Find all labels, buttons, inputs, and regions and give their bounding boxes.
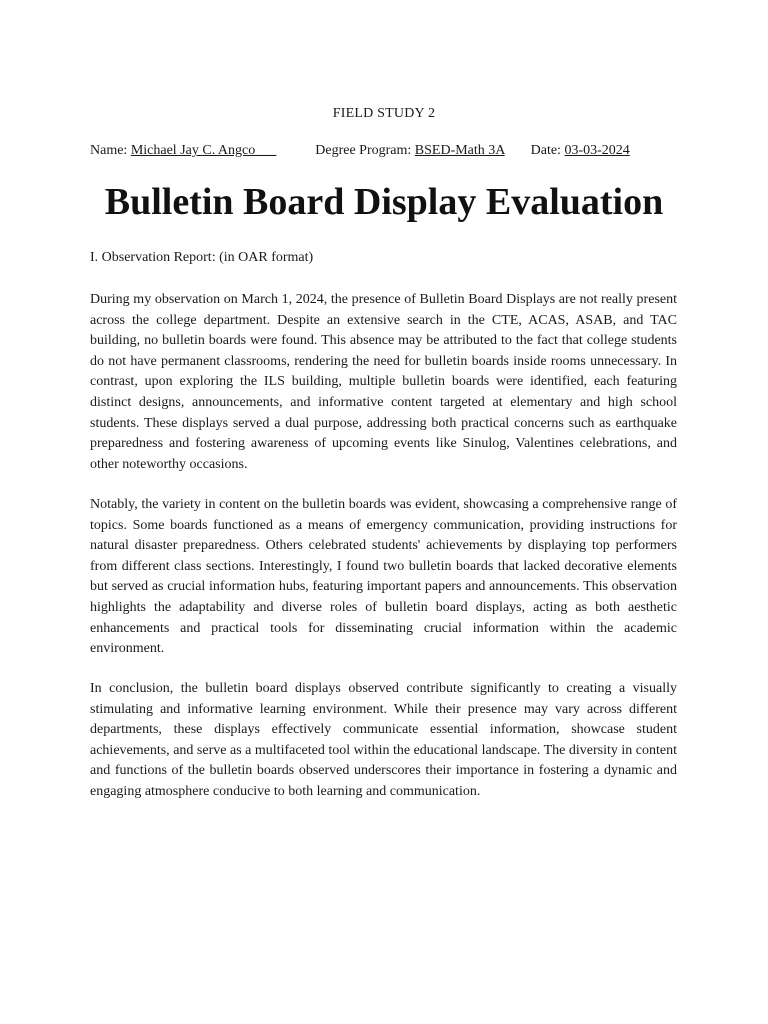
- document-title: Bulletin Board Display Evaluation: [104, 181, 664, 223]
- program-label: Degree Program:: [315, 143, 412, 158]
- student-info-line: [90, 143, 630, 159]
- date-value: 03-03-2024: [564, 143, 630, 158]
- section-heading: I. Observation Report: (in OAR format): [90, 250, 314, 265]
- date-label: Date:: [530, 143, 561, 158]
- name-label: Name:: [90, 143, 128, 158]
- paragraph-variety: Notably, the variety in content on the bulletin boards was evident, showcasing a comprehensive range of topics. Some boards functioned as a means of emergency communication, providing instructions for natural disaster preparedness. Others celebrated students' achievements by displaying top performers from different class sections. Interestingly, I found two bulletin boards that lacked decorative elements but served as crucial information hubs, featuring important papers and announcements. This observation highlights the adaptability and diverse roles of bulletin board displays, acting as both aesthetic enhancements and practical tools for disseminating crucial information within the academic environment.: [90, 497, 677, 657]
- program-value: BSED-Math 3A: [414, 143, 505, 158]
- name-value: Michael Jay C. Angco___: [130, 143, 277, 158]
- paragraph-conclusion: In conclusion, the bulletin board displays observed contribute significantly to creating a visually stimulating and informative learning environment. While their presence may vary across different departments, these displays effectively communicate essential information, showcase student achievements, and serve as a multifaceted tool within the educational landscape. The diversity in content and functions of the bulletin boards observed underscores their importance in fostering a dynamic and engaging atmosphere conducive to both learning and communication.: [90, 681, 677, 799]
- paragraph-observation: During my observation on March 1, 2024, the presence of Bulletin Board Displays are not really present across the college department. Despite an extensive search in the CTE, ACAS, ASAB, and TAC building, no bulletin boards were found. This absence may be attributed to the fact that college students do not have permanent classrooms, rendering the need for bulletin boards inside rooms unnecessary. In contrast, upon exploring the ILS building, multiple bulletin boards were identified, each featuring distinct designs, announcements, and informative content targeted at elementary and high school students. These displays served a dual purpose, addressing both practical concerns such as earthquake preparedness and fostering awareness of upcoming events like Sinulog, Valentines celebrations, and other noteworthy occasions.: [90, 292, 677, 472]
- course-title: FIELD STUDY 2: [332, 106, 436, 121]
